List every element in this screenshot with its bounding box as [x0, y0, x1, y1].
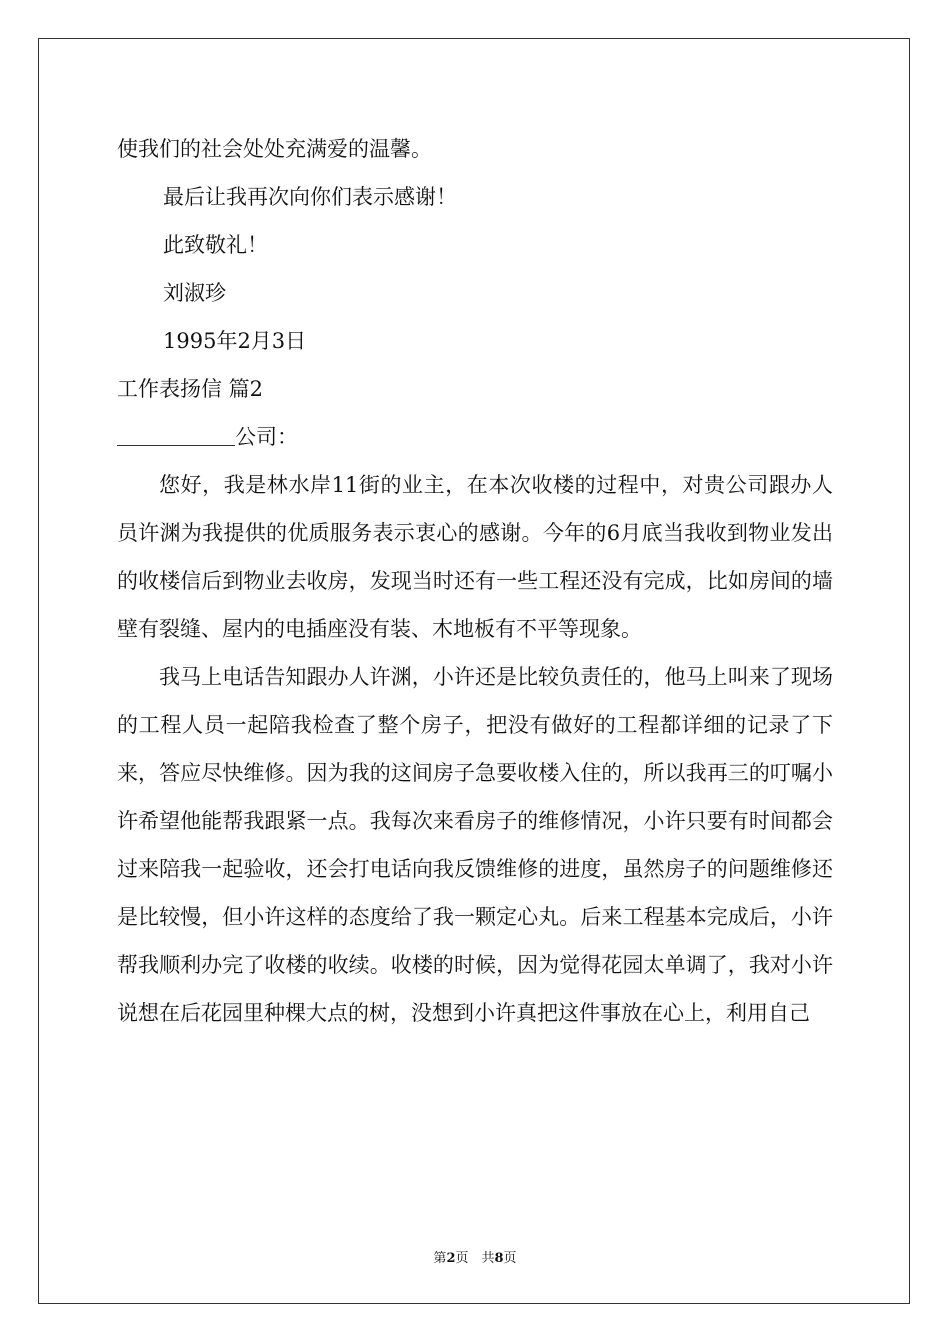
closing-salute: 此致敬礼！: [163, 233, 268, 257]
page-footer: [0, 1247, 950, 1266]
section-title: 工作表扬信 篇2: [117, 377, 264, 401]
closing-thanks: 最后让我再次向你们表示感谢！: [163, 185, 457, 209]
document-body: [117, 125, 833, 1037]
signature-date: 1995年2月3日: [163, 329, 307, 353]
blank-underline: [117, 421, 235, 446]
footer-mid: 页 共: [455, 1251, 495, 1266]
paragraph: 您好，我是林水岸11街的业主，在本次收楼的过程中，对贵公司跟办人员许渊为我提供的优质服务表示衷心的感谢。今年的6月底当我收到物业发出的收楼信后到物业去收房，发现当时还有一些工程还没有完成，比如房间的墙壁有裂缝、屋内的电插座没有装、木地板有不平等现象。: [117, 473, 833, 641]
paragraph: 我马上电话告知跟办人许渊，小许还是比较负责任的，他马上叫来了现场的工程人员一起陪我检查了整个房子，把没有做好的工程都详细的记录了下来，答应尽快维修。因为我的这间房子急要收楼入住的，所以我再三的叮嘱小许希望他能帮我跟紧一点。我每次来看房子的维修情况，小许只要有时间都会过来陪我一起验收，还会打电话向我反馈维修的进度，虽然房子的问题维修还是比较慢，但小许这样的态度给了我一颗定心丸。后来工程基本完成后，小许帮我顺利办完了收楼的收续。收楼的时候，因为觉得花园太单调了，我对小许说想在后花园里种棵大点的树，没想到小许真把这件事放在心上，利用自己: [117, 665, 833, 1025]
signature-name: 刘淑珍: [163, 281, 226, 305]
current-page-number: 2: [446, 1251, 456, 1266]
salutation-text: 公司：: [235, 425, 298, 449]
footer-suffix: 页: [503, 1251, 517, 1266]
total-page-number: 8: [494, 1251, 504, 1266]
footer-prefix: 第: [433, 1251, 447, 1266]
salutation: [117, 413, 833, 461]
text-line: 使我们的社会处处充满爱的温馨。: [117, 137, 432, 161]
